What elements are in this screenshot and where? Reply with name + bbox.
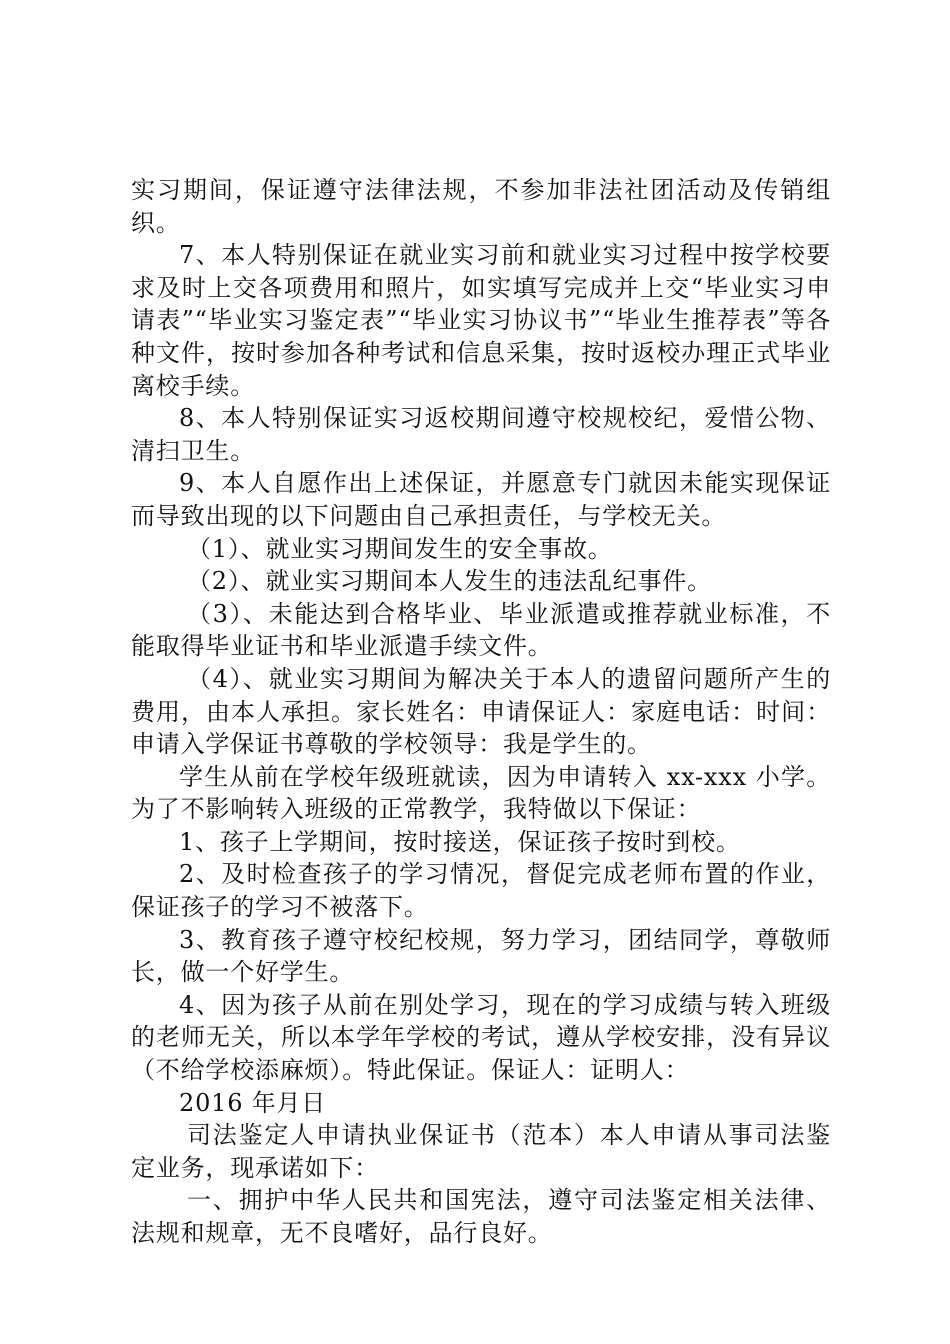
paragraph-item-7: 7、本人特别保证在就业实习前和就业实习过程中按学校要求及时上交各项费用和照片，如实填写完成并上交“毕业实习申请表”“毕业实习鉴定表”“毕业实习协议书”“毕业生推荐表”等各种文件，按时参加各种考试和信息采集，按时返校办理正式毕业离校手续。 xyxy=(131,241,831,400)
paragraph-pledge-2: 2、及时检查孩子的学习情况，督促完成老师布置的作业，保证孩子的学习不被落下。 xyxy=(131,860,831,922)
paragraph-sub-4: （4）、就业实习期间为解决关于本人的遗留问题所产生的费用，由本人承担。家长姓名：申请保证人：家庭电话：时间：申请入学保证书尊敬的学校领导：我是学生的。 xyxy=(131,664,831,759)
paragraph-pledge-1: 1、孩子上学期间，按时接送，保证孩子按时到校。 xyxy=(179,827,741,856)
paragraph-item-8: 8、本人特别保证实习返校期间遵守校规校纪，爱惜公物、清扫卫生。 xyxy=(131,404,831,465)
paragraph-forensic-intro: 司法鉴定人申请执业保证书（范本）本人申请从事司法鉴定业务，现承诺如下： xyxy=(131,1121,831,1182)
document-body xyxy=(131,174,831,1250)
paragraph-item-9: 9、本人自愿作出上述保证，并愿意专门就因未能实现保证而导致出现的以下问题由自己承担责任，与学校无关。 xyxy=(131,469,831,530)
paragraph-pledge-4: 4、因为孩子从前在别处学习，现在的学习成绩与转入班级的老师无关，所以本学年学校的考试，遵从学校安排，没有异议（不给学校添麻烦）。特此保证。保证人：证明人： xyxy=(131,990,831,1085)
paragraph-transfer-intro: 学生从前在学校年级班就读，因为申请转入 xx-xxx 小学。为了不影响转入班级的正常教学，我特做以下保证： xyxy=(131,762,831,824)
paragraph-date: 2016 年月日 xyxy=(179,1088,327,1117)
paragraph-sub-2: （2）、就业实习期间本人发生的违法乱纪事件。 xyxy=(187,567,712,596)
paragraph-sub-3: （3）、未能达到合格毕业、毕业派遣或推荐就业标准，不能取得毕业证书和毕业派遣手续文件。 xyxy=(131,599,831,661)
paragraph-sub-1: （1）、就业实习期间发生的安全事故。 xyxy=(187,534,613,563)
paragraph-continuation: 实习期间，保证遵守法律法规，不参加非法社团活动及传销组织。 xyxy=(131,176,831,237)
paragraph-pledge-3: 3、教育孩子遵守校纪校规，努力学习，团结同学，尊敬师长，做一个好学生。 xyxy=(131,925,831,987)
paragraph-forensic-item-1: 一、拥护中华人民共和国宪法，遵守司法鉴定相关法律、法规和规章，无不良嗜好，品行良好。 xyxy=(131,1186,831,1247)
